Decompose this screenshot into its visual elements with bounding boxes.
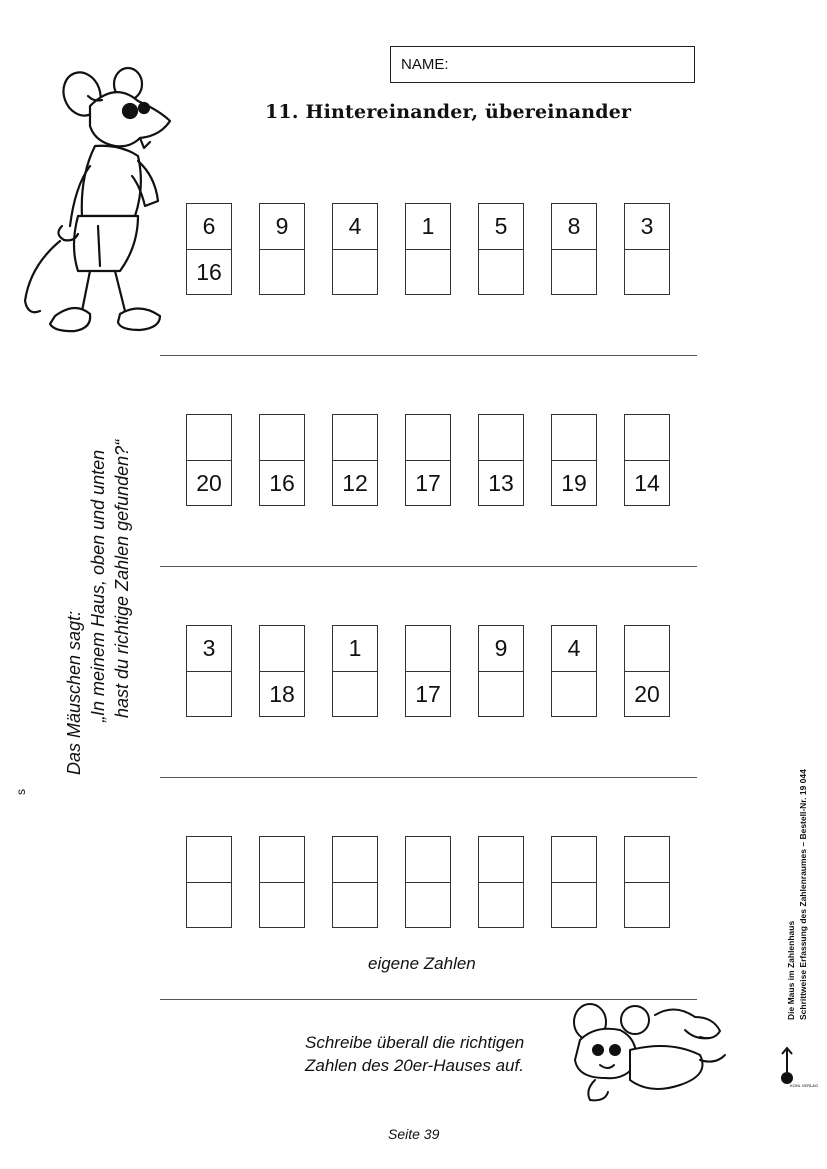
house-upper-field[interactable]: 3 bbox=[625, 204, 669, 250]
number-house bbox=[259, 836, 305, 928]
number-house bbox=[186, 203, 232, 295]
house-lower-field[interactable] bbox=[260, 250, 304, 294]
house-upper-field[interactable] bbox=[479, 415, 523, 461]
house-upper-field[interactable] bbox=[333, 837, 377, 883]
house-lower-field[interactable] bbox=[406, 883, 450, 927]
house-upper-field[interactable] bbox=[552, 415, 596, 461]
number-house bbox=[186, 414, 232, 506]
house-lower-field[interactable] bbox=[333, 672, 377, 716]
house-lower-field[interactable] bbox=[479, 883, 523, 927]
house-lower-field[interactable]: 12 bbox=[342, 469, 368, 496]
number-house bbox=[624, 203, 670, 295]
number-house bbox=[551, 414, 597, 506]
number-house bbox=[405, 836, 451, 928]
logo-text: KOHL VERLAG bbox=[790, 1083, 819, 1088]
instruction-text bbox=[305, 1031, 524, 1077]
number-house bbox=[405, 414, 451, 506]
number-house bbox=[478, 414, 524, 506]
separator-line bbox=[160, 777, 697, 778]
house-lower-field[interactable]: 16 bbox=[269, 469, 295, 496]
standing-mouse-illustration bbox=[20, 66, 170, 346]
house-lower-field[interactable] bbox=[187, 672, 231, 716]
house-lower-field[interactable]: 18 bbox=[269, 680, 295, 707]
side-text-line-1: Das Mäuschen sagt: bbox=[64, 610, 84, 775]
house-upper-field[interactable]: 1 bbox=[406, 204, 450, 250]
house-upper-field[interactable] bbox=[625, 837, 669, 883]
number-house bbox=[551, 625, 597, 717]
side-text-line-2: „In meinem Haus, oben und unten bbox=[88, 449, 108, 722]
house-upper-field[interactable]: 5 bbox=[479, 204, 523, 250]
own-numbers-label: eigene Zahlen bbox=[368, 954, 476, 973]
house-lower-field[interactable]: 17 bbox=[415, 469, 441, 496]
house-upper-field[interactable] bbox=[406, 626, 450, 672]
number-house bbox=[624, 414, 670, 506]
house-lower-field[interactable]: 16 bbox=[196, 258, 222, 285]
number-house bbox=[405, 203, 451, 295]
house-upper-field[interactable] bbox=[625, 626, 669, 672]
number-house bbox=[478, 203, 524, 295]
house-upper-field[interactable] bbox=[479, 837, 523, 883]
house-lower-field[interactable]: 20 bbox=[634, 680, 660, 707]
number-house bbox=[478, 836, 524, 928]
house-upper-field[interactable] bbox=[187, 415, 231, 461]
house-upper-field[interactable]: 6 bbox=[187, 204, 231, 250]
house-lower-field[interactable] bbox=[333, 250, 377, 294]
lying-mouse-illustration bbox=[560, 1000, 730, 1105]
number-house bbox=[259, 203, 305, 295]
house-lower-field[interactable]: 14 bbox=[634, 469, 660, 496]
name-label: NAME: bbox=[401, 56, 449, 73]
separator-line bbox=[160, 566, 697, 567]
number-house bbox=[551, 203, 597, 295]
house-upper-field[interactable] bbox=[625, 415, 669, 461]
house-upper-field[interactable]: 9 bbox=[260, 204, 304, 250]
house-lower-field[interactable]: 17 bbox=[415, 680, 441, 707]
house-lower-field[interactable]: 13 bbox=[488, 469, 514, 496]
house-upper-field[interactable]: 8 bbox=[552, 204, 596, 250]
house-lower-field[interactable] bbox=[333, 883, 377, 927]
house-lower-field[interactable] bbox=[552, 883, 596, 927]
number-house bbox=[259, 414, 305, 506]
house-upper-field[interactable]: 9 bbox=[479, 626, 523, 672]
house-lower-field[interactable] bbox=[406, 250, 450, 294]
number-house bbox=[624, 836, 670, 928]
number-house bbox=[478, 625, 524, 717]
instruction-line-1: Schreibe überall die richtigen bbox=[305, 1033, 525, 1052]
publisher-logo bbox=[776, 1040, 819, 1088]
house-upper-field[interactable] bbox=[260, 837, 304, 883]
house-upper-field[interactable] bbox=[406, 837, 450, 883]
house-upper-field[interactable]: 3 bbox=[187, 626, 231, 672]
number-house bbox=[186, 836, 232, 928]
margin-letter: s bbox=[14, 789, 28, 795]
publisher-line-1: Die Maus im Zahlenhaus bbox=[786, 920, 796, 1020]
house-lower-field[interactable] bbox=[552, 672, 596, 716]
side-text-line-3: hast du richtige Zahlen gefunden?“ bbox=[112, 439, 132, 718]
publisher-line-2: Schrittweise Erfassung des Zahlenraumes – Bestell-Nr. 19 044 bbox=[798, 769, 808, 1020]
number-house bbox=[624, 625, 670, 717]
house-upper-field[interactable] bbox=[260, 626, 304, 672]
house-upper-field[interactable] bbox=[552, 837, 596, 883]
number-house bbox=[405, 625, 451, 717]
page-title: 11. Hintereinander, übereinander bbox=[265, 101, 632, 123]
house-lower-field[interactable] bbox=[479, 672, 523, 716]
house-lower-field[interactable]: 19 bbox=[561, 469, 587, 496]
number-house bbox=[332, 203, 378, 295]
instruction-line-2: Zahlen des 20er-Hauses auf. bbox=[305, 1056, 524, 1075]
house-lower-field[interactable] bbox=[479, 250, 523, 294]
house-upper-field[interactable]: 4 bbox=[552, 626, 596, 672]
house-lower-field[interactable]: 20 bbox=[196, 469, 222, 496]
house-upper-field[interactable]: 4 bbox=[333, 204, 377, 250]
house-upper-field[interactable] bbox=[260, 415, 304, 461]
name-field[interactable] bbox=[390, 46, 695, 83]
number-house bbox=[259, 625, 305, 717]
page-number: Seite 39 bbox=[388, 1126, 440, 1142]
number-house bbox=[551, 836, 597, 928]
number-house bbox=[186, 625, 232, 717]
house-lower-field[interactable] bbox=[625, 883, 669, 927]
number-house bbox=[332, 836, 378, 928]
house-lower-field[interactable] bbox=[187, 883, 231, 927]
house-lower-field[interactable] bbox=[552, 250, 596, 294]
house-upper-field[interactable] bbox=[187, 837, 231, 883]
house-upper-field[interactable] bbox=[406, 415, 450, 461]
house-lower-field[interactable] bbox=[260, 883, 304, 927]
house-upper-field[interactable]: 1 bbox=[333, 626, 377, 672]
house-lower-field[interactable] bbox=[625, 250, 669, 294]
house-upper-field[interactable] bbox=[333, 415, 377, 461]
number-house bbox=[332, 625, 378, 717]
separator-line bbox=[160, 355, 697, 356]
number-house bbox=[332, 414, 378, 506]
